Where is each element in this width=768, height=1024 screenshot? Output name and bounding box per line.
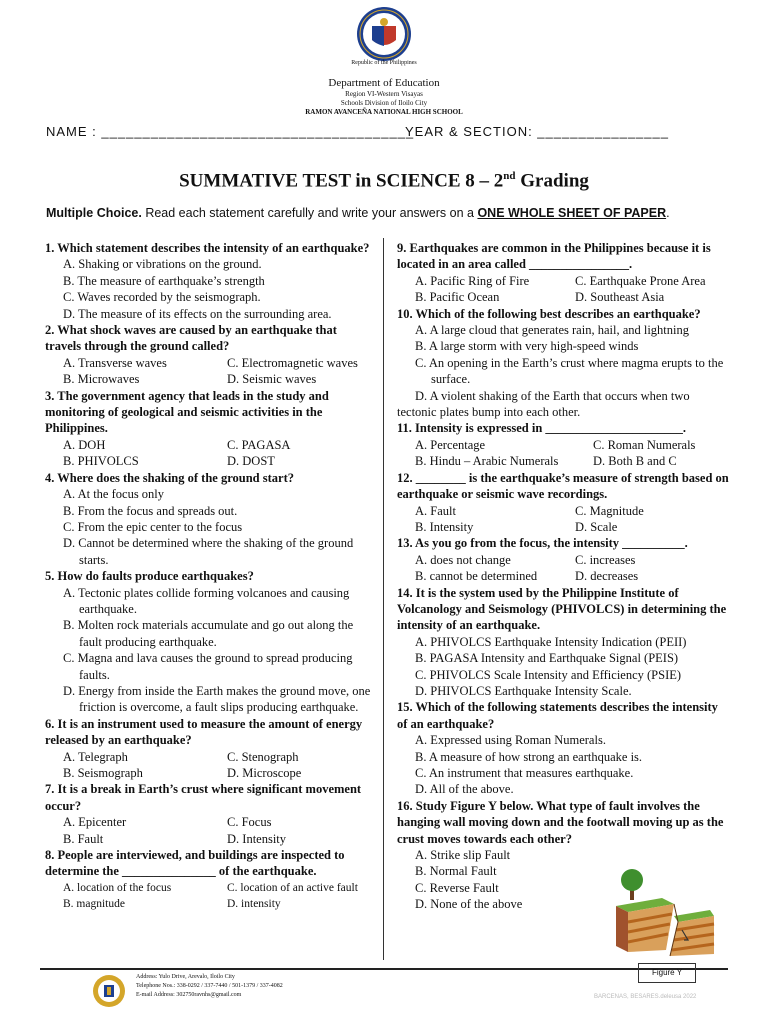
option: B. PAGASA Intensity and Earthquake Signal (PEIS) (415, 651, 679, 666)
figure-label: Figure Y (638, 963, 696, 983)
option: D. PHIVOLCS Earthquake Intensity Scale. (415, 683, 632, 698)
option: A. Tectonic plates collide forming volcanoes and causing earthquake. (63, 585, 350, 616)
option: D. Energy from inside the Earth makes the ground move, one friction is overcome, a fault slips producing earthquake. (63, 683, 371, 715)
school-name: RAMON AVANCEÑA NATIONAL HIGH SCHOOL (305, 108, 463, 116)
option: C. Roman Numerals (593, 437, 696, 452)
option: A. Fault (415, 503, 456, 518)
option: B. Intensity (415, 519, 474, 534)
option: D. intensity (227, 898, 281, 911)
option: B. PHIVOLCS (63, 454, 139, 469)
school-seal-icon (92, 974, 126, 1008)
phone-line: Telephone Nos.: 338-0292 / 337-7440 / 501-1379 / 337-4082 (136, 983, 283, 989)
region-line: Region VI-Western Visayas (345, 90, 423, 98)
option: A. Telegraph (63, 749, 128, 764)
option: A. location of the focus (63, 881, 172, 894)
department-name: Department of Education (328, 77, 440, 89)
option: D. Both B and C (593, 454, 677, 469)
left-column (45, 240, 375, 913)
option: C. Magnitude (575, 503, 644, 518)
option-row (397, 273, 729, 289)
question-2: 2. What shock waves are caused by an earthquake that travels through the ground called? (45, 323, 337, 354)
option: B. Molten rock materials accumulate and go out along the fault producing earthquake. (63, 618, 354, 649)
option: D. None of the above (415, 897, 523, 912)
address-line: Address: Yulo Drive, Arevalo, Iloilo City (136, 974, 235, 980)
option: D. A violent shaking of the Earth that occurs when two tectonic plates bump into each other. (397, 388, 690, 420)
option: C. PHIVOLCS Scale Intensity and Efficiency (PSIE) (415, 667, 682, 682)
option: A. A large cloud that generates rain, hail, and lightning (415, 323, 690, 338)
question-1: 1. Which statement describes the intensity of an earthquake? (45, 241, 370, 255)
option-row (45, 437, 375, 453)
option: A. Pacific Ring of Fire (415, 273, 530, 288)
credit-watermark: BARCENAS, BESARES.deleusa 2022 (594, 994, 697, 1000)
question-3: 3. The government agency that leads in the study and monitoring of geological and seismic activities in the Philippines. (45, 388, 329, 436)
option-row (397, 519, 729, 535)
question-16: 16. Study Figure Y below. What type of fault involves the hanging wall moving down and the footwall moving up as the crust moves towards each other? (397, 798, 724, 846)
year-section-field: YEAR & SECTION: ________________ (405, 124, 669, 139)
option: D. Scale (575, 519, 618, 534)
name-field: NAME : ______________________________________ (46, 124, 415, 139)
question-5: 5. How do faults produce earthquakes? (45, 569, 254, 584)
deped-seal-icon (356, 6, 412, 62)
option-row (45, 355, 375, 371)
question-8: 8. People are interviewed, and buildings are inspected to determine the _______________ of the earthquake. (45, 848, 345, 879)
option: C. Waves recorded by the seismograph. (63, 290, 261, 305)
question-9: 9. Earthquakes are common in the Philippines because it is located in an area called ________________. (397, 241, 711, 272)
option: C. Earthquake Prone Area (575, 273, 706, 288)
option: A. DOH (63, 437, 106, 452)
option-row (45, 896, 375, 912)
option: D. All of the above. (415, 782, 514, 797)
option-row (397, 289, 729, 305)
republic-line: Republic of the Philippines (351, 60, 417, 66)
column-divider (383, 238, 384, 960)
division-line: Schools Division of Iloilo City (340, 99, 428, 107)
option: B. Normal Fault (415, 864, 497, 879)
option-row (45, 880, 375, 896)
option: A. does not change (415, 552, 511, 567)
option-row (45, 831, 375, 847)
option-row (397, 552, 729, 568)
option-row (45, 371, 375, 387)
option: D. The measure of its effects on the surrounding area. (63, 306, 332, 321)
question-14: 14. It is the system used by the Philippine Institute of Volcanology and Seismology (PHIVOLCS) in determining the intensity of an earthquake. (397, 585, 727, 633)
option-row (397, 568, 729, 584)
question-10: 10. Which of the following best describes an earthquake? (397, 306, 701, 321)
footer-address (136, 973, 283, 1000)
question-7: 7. It is a break in Earth’s crust where significant movement occur? (45, 782, 362, 813)
option: D. decreases (575, 569, 639, 584)
option: B. Hindu – Arabic Numerals (415, 454, 559, 469)
option: B. Seismograph (63, 766, 143, 780)
option: B. Fault (63, 831, 104, 846)
option-row (45, 453, 375, 469)
option: A. At the focus only (63, 487, 165, 502)
option-row (397, 437, 729, 453)
option: B. cannot be determined (415, 569, 538, 584)
question-4: 4. Where does the shaking of the ground start? (45, 470, 294, 485)
option: B. Microwaves (63, 372, 140, 387)
question-12: 12. ________ is the earthquake’s measure of strength based on earthquake or seismic wave recordings. (397, 470, 729, 502)
right-column (397, 240, 729, 913)
option: B. Pacific Ocean (415, 290, 500, 305)
option: C. location of an active fault (227, 881, 358, 894)
option: C. Magna and lava causes the ground to spread producing faults. (63, 651, 353, 682)
question-13: 13. As you go from the focus, the intensity __________. (397, 536, 688, 551)
option: C. Reverse Fault (415, 880, 499, 895)
option: D. Southeast Asia (575, 290, 665, 305)
option: D. Intensity (227, 831, 287, 846)
option: A. Transverse waves (63, 355, 167, 370)
option: D. DOST (227, 454, 275, 469)
option-row (397, 453, 729, 469)
option: D. Cannot be determined where the shaking of the ground starts. (63, 536, 354, 567)
option: B. A large storm with very high-speed winds (415, 339, 639, 354)
email-line: E-mail Address: 302750ravnhs@gmail.com (136, 992, 242, 998)
option: C. From the epic center to the focus (63, 519, 243, 534)
question-6: 6. It is an instrument used to measure the amount of energy released by an earthquake? (45, 716, 363, 748)
instructions: Multiple Choice. Read each statement carefully and write your answers on a ONE WHOLE SHEET OF PAPER. (46, 206, 670, 220)
option: A. Epicenter (63, 815, 127, 830)
page-title: SUMMATIVE TEST in SCIENCE 8 – 2nd Grading (179, 170, 589, 192)
option: C. An instrument that measures earthquake. (415, 766, 634, 780)
option: B. A measure of how strong an earthquake is. (415, 749, 643, 764)
option: B. From the focus and spreads out. (63, 503, 238, 518)
option-row (45, 749, 375, 765)
footer-rule (40, 968, 728, 970)
option: A. PHIVOLCS Earthquake Intensity Indication (PEII) (415, 634, 687, 649)
fault-block-diagram (612, 866, 716, 958)
question-11: 11. Intensity is expressed in ______________________. (397, 421, 687, 436)
option: A. Expressed using Roman Numerals. (415, 733, 606, 748)
option: C. PAGASA (227, 437, 291, 452)
option: C. Stenograph (227, 749, 299, 764)
option: B. The measure of earthquake’s strength (63, 273, 265, 288)
option: D. Seismic waves (227, 372, 317, 387)
option-row (45, 765, 375, 781)
option: C. Electromagnetic waves (227, 355, 358, 370)
option: A. Shaking or vibrations on the ground. (63, 257, 262, 272)
option: B. magnitude (63, 898, 125, 911)
option: C. Focus (227, 815, 272, 830)
option-row (45, 814, 375, 830)
option: A. Percentage (415, 437, 486, 452)
question-15: 15. Which of the following statements describes the intensity of an earthquake? (397, 700, 718, 731)
option: C. An opening in the Earth’s crust where magma erupts to the surface. (415, 355, 724, 387)
option: C. increases (575, 552, 636, 567)
option-row (397, 503, 729, 519)
option: D. Microscope (227, 766, 302, 780)
option: A. Strike slip Fault (415, 848, 511, 863)
